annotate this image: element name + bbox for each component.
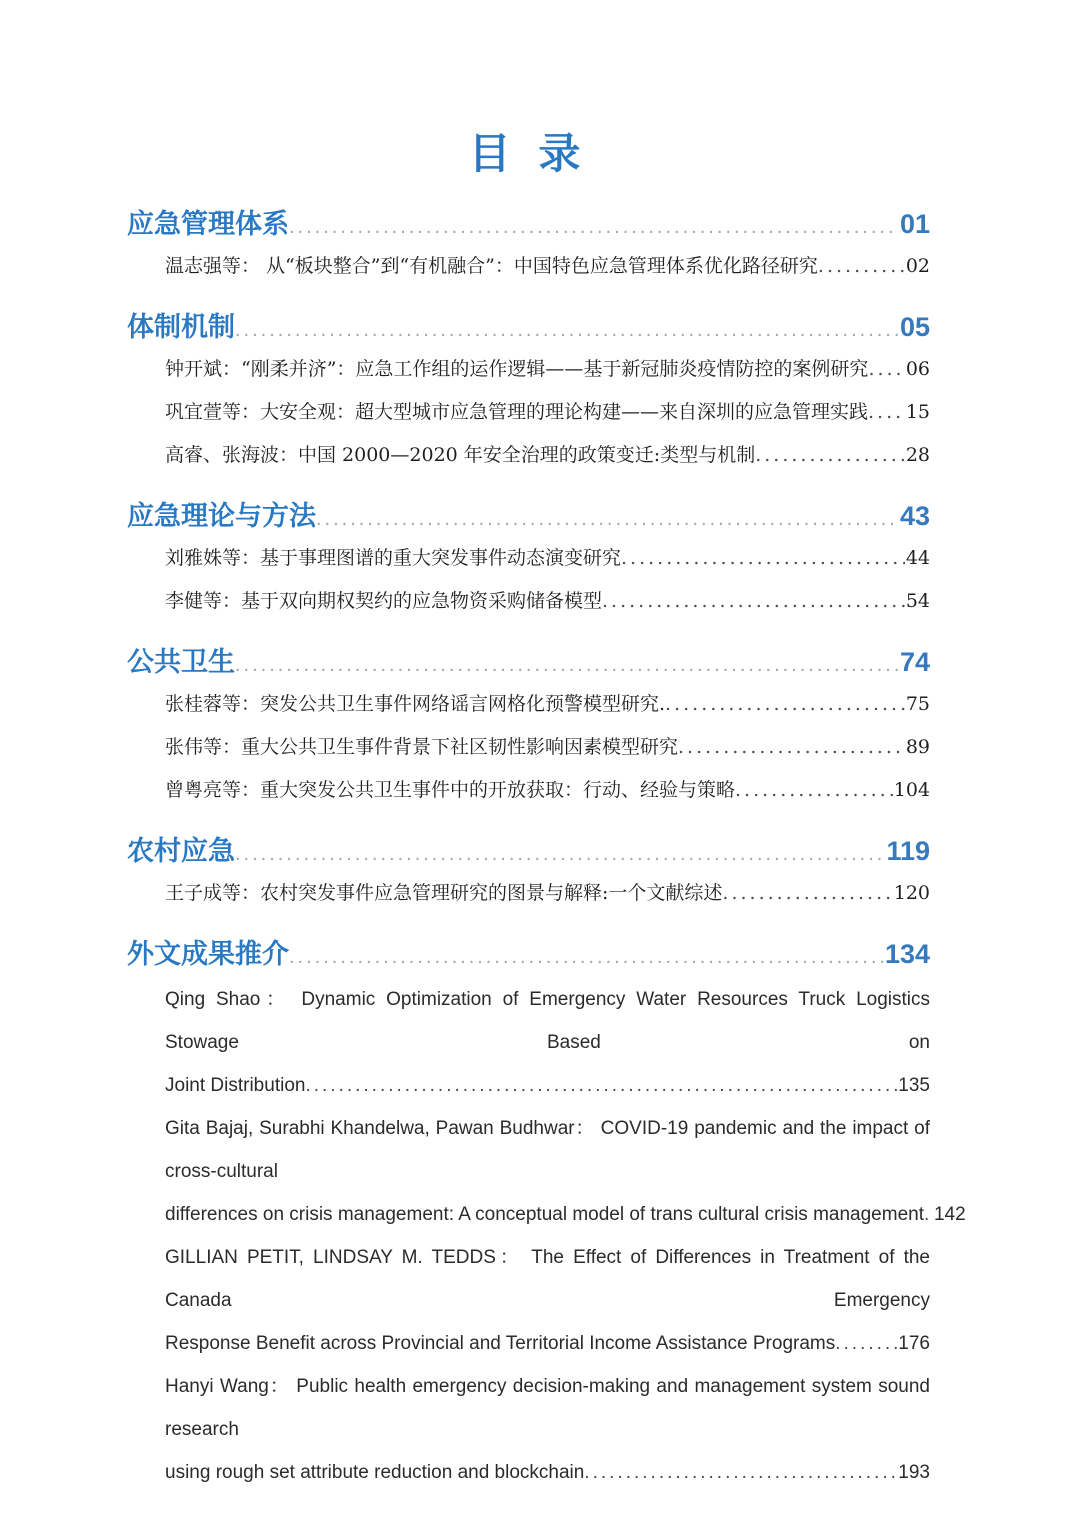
dot-leader (678, 736, 905, 758)
toc-entry (165, 440, 930, 470)
entry-title: 王子成等：农村突发事件应急管理研究的图景与解释:一个文献综述 (165, 882, 723, 904)
english-entries-block (165, 978, 966, 1494)
entry-title-line1: Qing Shao： Dynamic Optimization of Emergency Water Resources Truck Logistics Stowage Based on (165, 989, 930, 1053)
dot-leader (735, 779, 893, 801)
entry-title: 钟开斌：“刚柔并济”：应急工作组的运作逻辑——基于新冠肺炎疫情防控的案例研究 (165, 358, 869, 380)
toc-entry-english (165, 1107, 966, 1236)
section-label: 公共卫生 (127, 647, 235, 677)
entry-title-line2 (165, 1064, 930, 1107)
section-heading-institutional-mechanism (127, 305, 930, 341)
dot-leader (584, 1451, 898, 1494)
entry-page-number: 15 (905, 401, 930, 423)
entry-title: 张伟等：重大公共卫生事件背景下社区韧性影响因素模型研究 (165, 736, 679, 758)
entry-title: 曾粤亮等：重大突发公共卫生事件中的开放获取：行动、经验与策略 (165, 779, 736, 801)
entry-title: 刘雅姝等：基于事理图谱的重大突发事件动态演变研究 (165, 547, 622, 569)
dot-leader (868, 401, 905, 423)
dot-leader (868, 358, 904, 380)
toc-entry-english (165, 978, 930, 1107)
entry-title-continued: using rough set attribute reduction and blockchain (165, 1462, 585, 1483)
dot-leader (316, 508, 898, 531)
entry-page-number: 44 (905, 547, 930, 569)
toc-entry (165, 397, 930, 427)
dot-leader (235, 843, 884, 866)
entry-title: 张桂蓉等：突发公共卫生事件网络谣言网格化预警模型研究. (165, 693, 666, 715)
dot-leader (235, 654, 898, 677)
section-heading-rural-emergency (127, 829, 930, 865)
section-page-number: 43 (899, 501, 930, 531)
toc-entry (165, 878, 930, 908)
dot-leader (602, 590, 905, 612)
section-page-number: 05 (899, 312, 930, 342)
entry-page-number: 06 (905, 358, 930, 380)
entry-title-line2 (165, 1451, 930, 1494)
section-page-number: 01 (899, 209, 930, 239)
entry-title-line2 (165, 1193, 966, 1236)
entry-page-number: 104 (893, 779, 930, 801)
dot-leader (755, 444, 905, 466)
entry-page-number: 176 (898, 1333, 930, 1354)
toc-entry (165, 775, 930, 805)
page-title: 目 录 (468, 130, 589, 177)
toc-entry (165, 543, 930, 573)
entry-page-number: 54 (905, 590, 930, 612)
toc-entry (165, 586, 930, 616)
entry-title-line1: Hanyi Wang： Public health emergency decision-making and management system sound research (165, 1376, 930, 1440)
entry-title-line1: GILLIAN PETIT, LINDSAY M. TEDDS： The Effect of Differences in Treatment of the Canada Emergency (165, 1247, 930, 1311)
toc-entry (165, 251, 930, 281)
section-page-number: 119 (886, 836, 930, 866)
section-label: 体制机制 (127, 312, 235, 342)
dot-leader (924, 1193, 934, 1236)
entry-title-line1: Gita Bajaj, Surabhi Khandelwa, Pawan Budhwar： COVID-19 pandemic and the impact of cross-cultural (165, 1118, 930, 1182)
dot-leader (818, 255, 905, 277)
dot-leader (835, 1322, 898, 1365)
dot-leader (305, 1064, 898, 1107)
entry-title-line2 (165, 1322, 930, 1365)
toc-entry (165, 689, 930, 719)
section-page-number: 74 (899, 647, 930, 677)
entry-title: 巩宜萱等：大安全观：超大型城市应急管理的理论构建——来自深圳的应急管理实践 (165, 401, 869, 423)
dot-leader (621, 547, 905, 569)
entry-page-number: 75 (905, 693, 930, 715)
section-page-number: 134 (884, 939, 930, 969)
section-heading-emergency-theory-methods (127, 494, 930, 530)
section-label: 农村应急 (127, 836, 235, 866)
dot-leader (289, 946, 883, 969)
entry-page-number: 02 (905, 255, 930, 277)
entry-title-continued: differences on crisis management: A conceptual model of trans cultural crisis management (165, 1204, 924, 1225)
toc-entry (165, 354, 930, 384)
section-label: 外文成果推介 (127, 939, 289, 969)
entry-title: 李健等：基于双向期权契约的应急物资采购储备模型 (165, 590, 603, 612)
entry-page-number: 28 (905, 444, 930, 466)
entry-title: 高睿、张海波：中国 2000—2020 年安全治理的政策变迁:类型与机制 (165, 444, 756, 466)
dot-leader (722, 882, 892, 904)
entry-title: 温志强等： 从“板块整合”到“有机融合”：中国特色应急管理体系优化路径研究 (165, 255, 818, 277)
toc-entry (165, 732, 930, 762)
toc-entry-english (165, 1236, 930, 1365)
entry-title-continued: Response Benefit across Provincial and Territorial Income Assistance Programs (165, 1333, 836, 1354)
entry-page-number: 193 (898, 1462, 930, 1483)
entry-page-number: 120 (893, 882, 930, 904)
section-heading-emergency-management-system (127, 202, 930, 238)
section-heading-foreign-publications (127, 932, 930, 968)
entry-page-number: 142 (933, 1204, 966, 1225)
entry-page-number: 135 (898, 1075, 930, 1096)
entry-page-number: 89 (905, 736, 930, 758)
section-label: 应急理论与方法 (127, 501, 316, 531)
toc-entry-english (165, 1365, 930, 1494)
dot-leader (235, 319, 898, 342)
dot-leader (289, 216, 898, 239)
section-label: 应急管理体系 (127, 209, 289, 239)
entry-title-continued: Joint Distribution (165, 1075, 306, 1096)
dot-leader (665, 693, 905, 715)
section-heading-public-health (127, 640, 930, 676)
